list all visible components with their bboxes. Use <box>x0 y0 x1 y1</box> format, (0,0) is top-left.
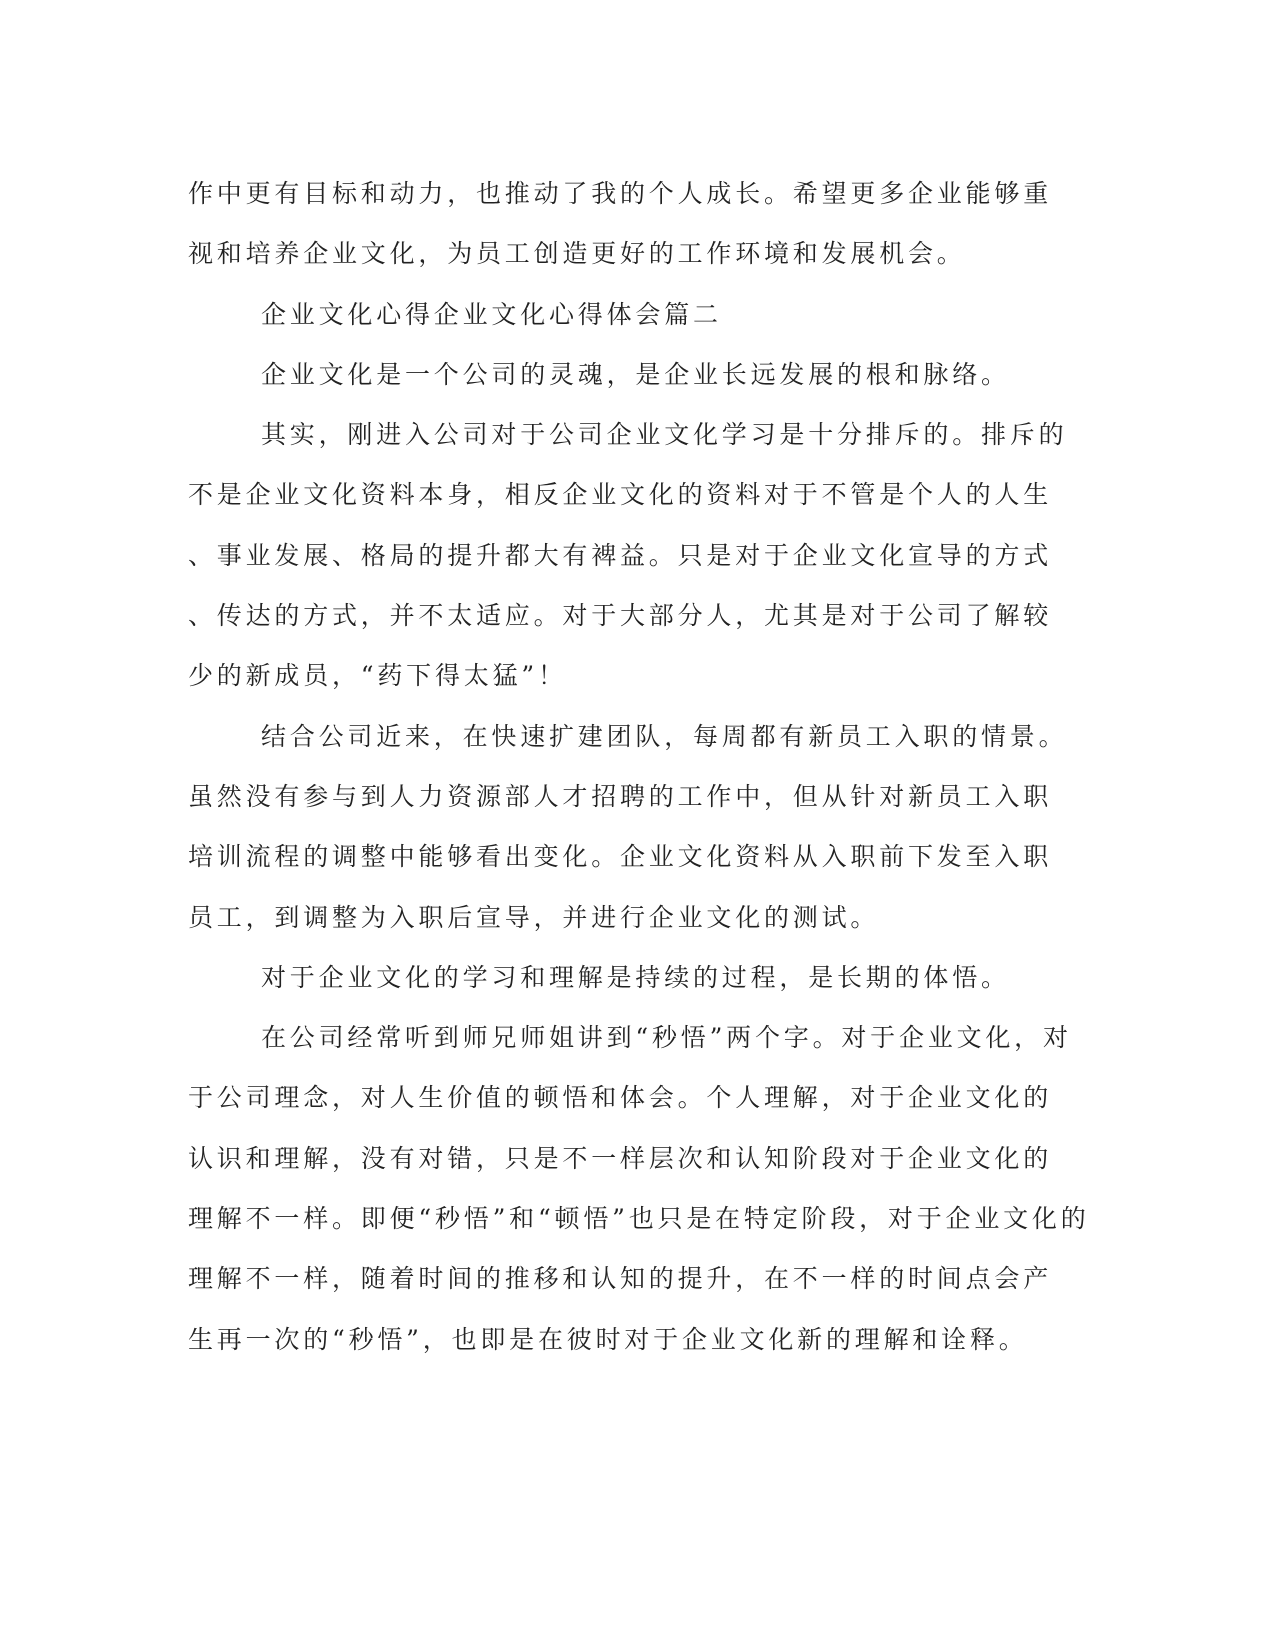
text-line: 对于企业文化的学习和理解是持续的过程，是长期的体悟。 <box>261 962 1010 992</box>
text-line: 在公司经常听到师兄师姐讲到“秒悟”两个字。对于企业文化，对 <box>261 1023 1072 1053</box>
section-heading: 企业文化心得企业文化心得体会篇二 <box>261 299 722 329</box>
text-line: 少的新成员，“药下得太猛”！ <box>188 661 567 691</box>
text-line: 认识和理解，没有对错，只是不一样层次和认知阶段对于企业文化的 <box>188 1143 1053 1173</box>
text-line: 员工，到调整为入职后宣导，并进行企业文化的测试。 <box>188 902 880 932</box>
text-line: 虽然没有参与到人力资源部人才招聘的工作中，但从针对新员工入职 <box>188 781 1053 811</box>
text-line: 企业文化是一个公司的灵魂，是企业长远发展的根和脉络。 <box>261 359 1010 389</box>
document-body <box>188 164 1088 1370</box>
text-line: 其实，刚进入公司对于公司企业文化学习是十分排斥的。排斥的 <box>261 420 1068 450</box>
text-line: 理解不一样，随着时间的推移和认知的提升，在不一样的时间点会产 <box>188 1264 1053 1294</box>
text-line: 培训流程的调整中能够看出变化。企业文化资料从入职前下发至入职 <box>188 842 1053 872</box>
text-line: 生再一次的“秒悟”，也即是在彼时对于企业文化新的理解和诠释。 <box>188 1324 1028 1354</box>
text-line: 不是企业文化资料本身，相反企业文化的资料对于不管是个人的人生 <box>188 480 1053 510</box>
text-line: 作中更有目标和动力，也推动了我的个人成长。希望更多企业能够重 <box>188 179 1053 208</box>
text-line: 视和培养企业文化，为员工创造更好的工作环境和发展机会。 <box>188 239 966 269</box>
text-line: 理解不一样。即便“秒悟”和“顿悟”也只是在特定阶段，对于企业文化的 <box>188 1204 1090 1234</box>
text-line: 、事业发展、格局的提升都大有裨益。只是对于企业文化宣导的方式 <box>188 540 1053 570</box>
text-line: 结合公司近来，在快速扩建团队，每周都有新员工入职的情景。 <box>261 721 1068 751</box>
text-line: 于公司理念，对人生价值的顿悟和体会。个人理解，对于企业文化的 <box>188 1083 1053 1113</box>
text-line: 、传达的方式，并不太适应。对于大部分人，尤其是对于公司了解较 <box>188 601 1053 631</box>
